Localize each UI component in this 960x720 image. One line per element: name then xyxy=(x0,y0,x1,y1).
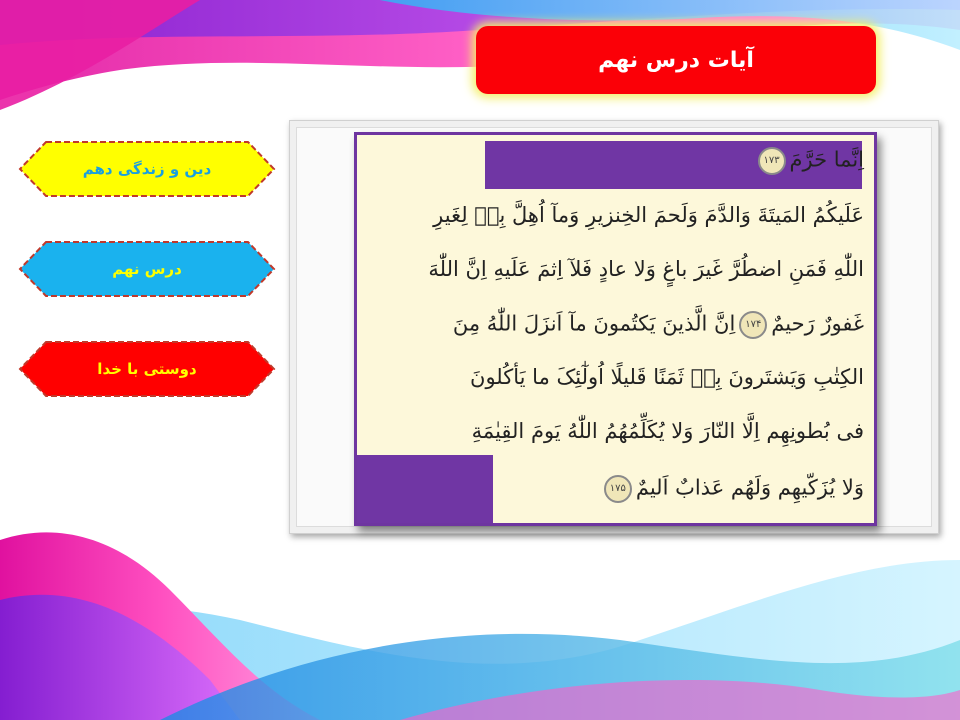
verse-line-4 xyxy=(453,311,864,339)
verse-text: اِنَّ الَّذینَ یَکتُمونَ مآ اَنزَلَ اللّٰهُ مِنَ xyxy=(452,311,736,336)
verse-text: غَفورٌ رَحیمٌ xyxy=(771,311,864,336)
side-button-topic[interactable] xyxy=(18,340,276,398)
verse-line-1 xyxy=(754,147,864,175)
ayah-number-marker: ۱۷۴ xyxy=(739,311,767,339)
side-button-label: درس نهم xyxy=(112,260,182,278)
verse-line-7 xyxy=(600,475,864,503)
verse-text: اللّٰهِ فَمَنِ اضطُرَّ غَیرَ باغٍ وَلا عادٍ فَلآ اِثمَ عَلَیهِ اِنَّ اللّٰهَ xyxy=(428,257,864,281)
verse-line-6 xyxy=(472,419,864,443)
verse-text: وَلا یُزَکّیهِم وَلَهُم عَذابٌ اَلیمٌ xyxy=(635,475,864,500)
side-button-label: دوستی با خدا xyxy=(97,360,197,378)
page-title: آیات درس نهم xyxy=(598,47,754,73)
quran-verses-panel xyxy=(354,132,877,526)
ayah-number-marker: ۱۷۳ xyxy=(758,147,786,175)
side-button-lesson[interactable] xyxy=(18,240,276,298)
ayah-number-marker: ۱۷۵ xyxy=(604,475,632,503)
verse-line-5 xyxy=(470,365,864,389)
verse-text: الکِتٰبِ وَیَشتَرونَ بِهٖ ثَمَنًا قَلیلًا اُولٰٓئِکَ ما یَأکُلونَ xyxy=(470,365,864,389)
verse-text: اِنَّما حَرَّمَ xyxy=(789,147,864,172)
verse-text: عَلَیکُمُ المَیتَةَ وَالدَّمَ وَلَحمَ الخِنزیرِ وَمآ اُهِلَّ بِهٖ لِغَیرِ xyxy=(433,203,864,227)
side-button-label: دین و زندگی دهم xyxy=(82,160,212,178)
title-box xyxy=(476,26,876,94)
verse-line-2 xyxy=(433,203,864,227)
side-button-textbook[interactable] xyxy=(18,140,276,198)
purple-mask-bottom xyxy=(357,455,493,523)
verse-text: فی بُطونِهِم اِلَّا النّارَ وَلا یُکَلِّمُهُمُ اللّٰهُ یَومَ القِیٰمَةِ xyxy=(471,419,864,443)
verse-line-3 xyxy=(428,257,864,281)
